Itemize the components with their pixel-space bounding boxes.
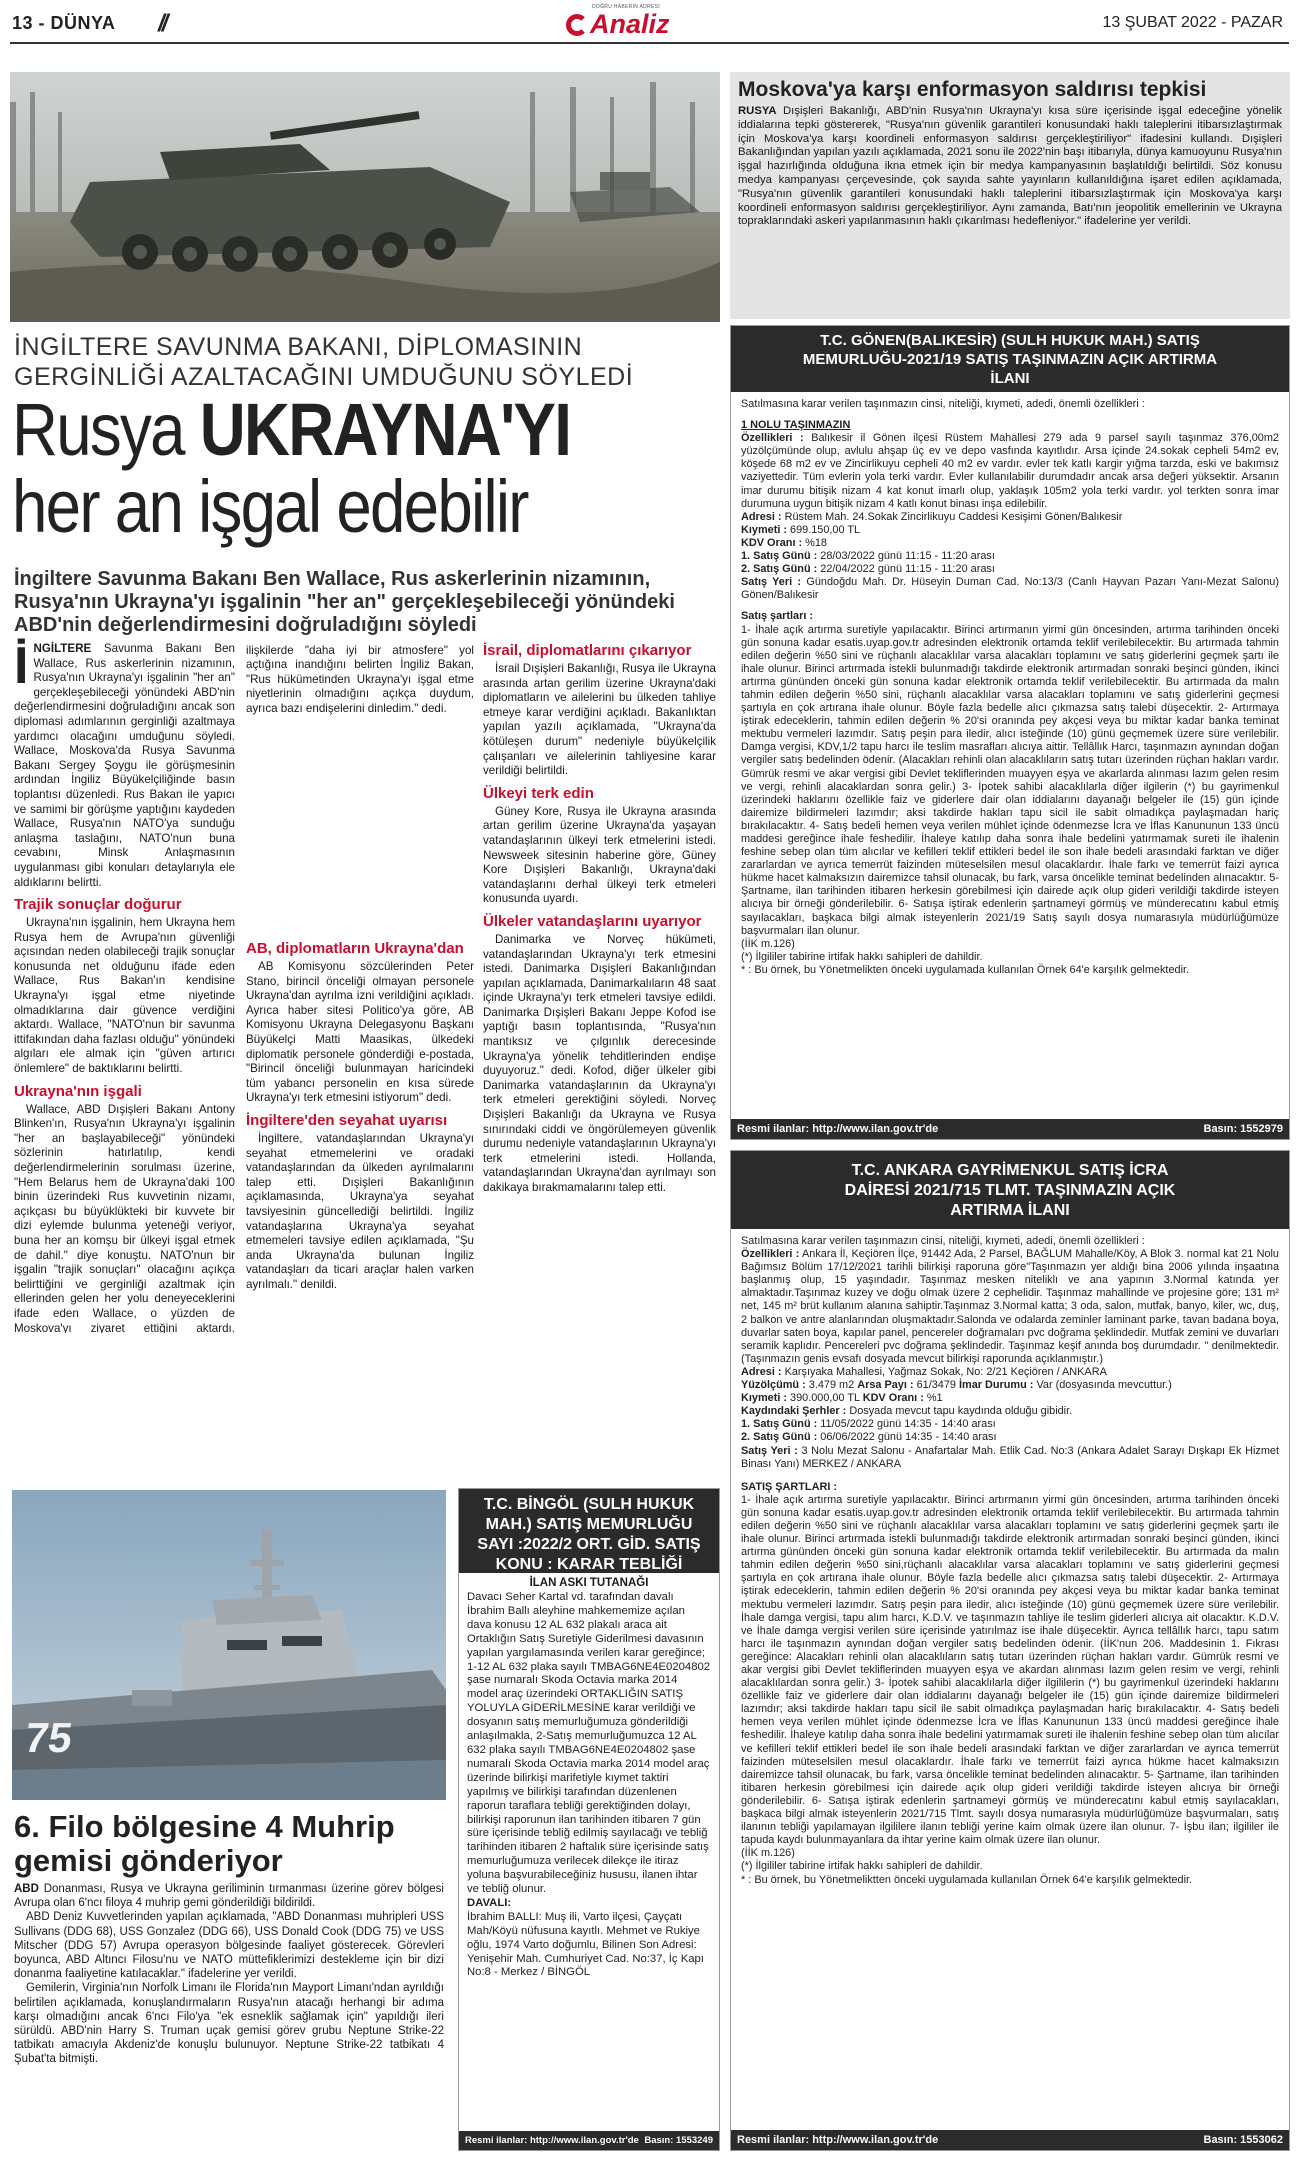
notice-link[interactable]: Resmi ilanlar: http://www.ilan.gov.tr'de [737, 1123, 939, 1135]
story-paragraph: Güney Kore, Rusya ile Ukrayna arasında artan gerilim üzerine Ukrayna'da yaşayan vatandaşlarının ülkeyi terk etmelerini istedi. Newsweek sitesinin haberine göre, Güney Kore Dışişleri Bakanlığı, Ukrayna'daki vatandaşlarını derhal ülkeyi terk etmeleri konusunda uyardı. [483, 804, 716, 906]
sidebar-story-title: Moskova'ya karşı enformasyon saldırısı tepkisi [738, 78, 1207, 101]
subhead-trajik: Trajik sonuçlar doğurur [14, 896, 182, 914]
field-label: Kıymeti : [741, 523, 787, 536]
logo-swirl-icon [566, 14, 588, 36]
notice-ankara-kiymet: 390.000,00 TL [790, 1392, 860, 1405]
subhead-israil: İsrail, diplomatlarını çıkarıyor [483, 642, 692, 659]
navy-story-lead: ABD [14, 1883, 39, 1895]
notice-press-number: Basın: 1552979 [1203, 1123, 1283, 1135]
destroyer-illustration [12, 1490, 446, 1800]
notice-gonen-footer [731, 1119, 1289, 1139]
subhead-ab: AB, diplomatların Ukrayna'dan [246, 940, 464, 957]
notice-press-number: Basın: 1553062 [1203, 2134, 1283, 2146]
notice-ankara-imar: Var (dosyasında mevcuttur.) [1036, 1379, 1172, 1392]
notice-ankara-ozellik: Ankara İl, Keçiören İlçe, 91442 Ada, 2 Parsel, BAĞLUM Mahalle/Köy, A Blok 3. normal kat 21 Nolu Bağımsız Bölüm 17/12/2021 tarihli bilirkişi raporuna göre"Taşınmazın yer aldığı bina 2006 yılında inşaatına başlanmış olup, 15 yaşındadır. Taşınmaz mesken niteliklı ve ana yapının 3.Normal katında yer almaktadır.Taşınmaz kuzey ve doğu olmak üzere 2 cephelidir. Taşınmaz mahallinde ve projesine göre; 131 m² net, 145 m² brüt kullanım alanına sahiptir.Taşınmaz 3.Normal katta; 3 oda, salon, mutfak, banyo, kiler, wc, duş, 2 balkon ve antre alanlarından oluşmaktadır.Salonda ve odalarda zeminler laminant parke, tavan badana boya, duvarlar saten boya, kapılar panel, pencereler doğramaları pvc doğrama şeklindedir. Mutfak zemini ve duvarları seramik kaplıdır. Pencereleri pvc doğrama şeklindedir. Taşınmaz keşif anında boş durumdadır. " denilmektedir. (Taşınmazın genis evsafı dosyada mevcut bilirkişi raporunda açıklanmıştır.) [741, 1248, 1279, 1365]
field-label: Özellikleri : [741, 1248, 800, 1261]
notice-bingol-body: Davacı Seher Kartal vd. tarafından davalı İbrahim Ballı aleyhine mahkememize açılan dava konusu 12 AL 632 plakalı araca ait Ortaklığın Satış Suretiyle Giderilmesi davasının yapılan yargılamasında verilen karar gereğince; 1-12 AL 632 plaka sayılı TMBAG6NE4E0204802 şase numaralı Skoda Octavia marka 2014 model araç üzerindeki ORTAKLIĞIN SATIŞ YOLUYLA GİDERİLMESİNE karar verildiği ve dosyanın satış memurluğumuza gönderildiği anlaşılmakla, 2-Satış memurluğumuzca 12 AL 632 plaka sayılı TMBAG6NE4E0204802 şase numaralı Skoda Octavia marka 2014 model araç üzerinde bilirkişi marifetiyle kıymet taktiri yapılmış ve bilirkişi tarafından düzenlenen raporun taraflara tebliği gerektiğinden dolayı, bilirkişi raporunun ilan tarihinden itibaren 7 gün süre içerisinde tebliğ edilmiş sayılacağı ve tebliğ tarihinden itibaren 2 haftalık süre içerisinde satış memurluğumuza verilecek dilekçe ile itiraz yoluna başvurabileceğiniz hususu, ilanen ihtar ve tebliğ olunur. [467, 1591, 711, 1896]
notice-ankara-kdv: %1 [926, 1392, 943, 1405]
notice-bingol-davali-label: DAVALI: [467, 1896, 512, 1909]
story-paragraph: Danimarka ve Norveç hükümeti, vatandaşlarından Ukrayna'yı terk etmesini istedi. Danimarka Dışişleri Bakanlığından yapılan açıklamada, Danimarkalıların 48 saat içinde Ukrayna'yı terk etmeleri tavsiye edildi. Danimarka Dışişleri Bakanı Jeppe Kofod ise yaptığı basın toplantısında, "Rusya'nın mantıksız ve çılgınlık derecesinde Ukrayna'ya yönelik tehditlerinden endişe duyuyoruz." dedi. Kofod, diğer ülkeler gibi Danimarka vatandaşlarının da Ukrayna'yı terk etmeleri gerektiğini söyledi. Norveç Dışişleri Bakanlığı da Ukrayna ve Rusya sınırındaki ciddi ve öngörülemeyen güvenlik durumu nedeniyle vatandaşlarının Ukrayna'yı terk etmelerini istedi. Hollanda, vatandaşlarından Ukrayna'dan ayrılmayı son dakikaya bırakmamalarını talep etti. [483, 932, 716, 1194]
notice-ankara-gun2: 06/06/2022 günü 14:35 - 14:40 arası [820, 1431, 997, 1444]
main-story-kicker: İNGİLTERE SAVUNMA BAKANI, DİPLOMASININ GERGİNLİĞİ AZALTACAĞINI UMDUĞUNU SÖYLEDİ [14, 333, 634, 391]
field-label: Adresi : [741, 510, 782, 523]
field-label: Özellikleri : [741, 432, 804, 445]
story-paragraph: ABD Deniz Kuvvetlerinden yapılan açıklamada, "ABD Donanması muhripleri USS Sullivans (DDG 68), USS Gonzalez (DDG 66), USS Donald Cook (DDG 75) ve USS Mitscher (DDG 57) Avrupa operasyon bölgesinde faaliyet gösterecek. Görevleri boyunca, ABD Altıncı Filosu'nu ve NATO müttefiklerimizi destekleme için bir dizi donanma faaliyetine katılacaklar." ifadelerine yer verildi. [14, 1911, 444, 1981]
story-paragraph-continued: ilişkilerde "daha iyi bir atmosfere" yol açtığına inandığını belirten İngiliz Bakan, "Rus hükümetinden Ukrayna'yı işgal etme niyetlerinin olmadığını açıkça duydum, ayrıca bazı endişelerini dinledim." dedi. [246, 643, 474, 715]
notice-ankara-note-2: * : Bu örnek, bu Yönetmeliktten önceki uygulamada kullanılan Örnek 64'e karşılık gelmektedir. [741, 1873, 1193, 1886]
story-paragraph: İngiltere, vatandaşlarından Ukrayna'yı seyahat etmemelerini ve oradaki vatandaşlarından da ülkeden ayrılmalarını talep etti. Dışişleri Bakanlığının açıklamasında, Ukrayna'ya seyahat tavsiyesinin güncellediği belirtildi. İngiliz vatandaşlarına Ukrayna'ya seyahat etmemeleri tavsiye edilen açıklamada, "Şu anda Ukrayna'da bulunan İngiliz vatandaşları da ticari araçlar halen varken ayrılmalı." denildi. [246, 1131, 474, 1291]
notice-bingol-title: T.C. BİNGÖL (SULH HUKUK MAH.) SATIŞ MEMURLUĞU SAYI :2022/2 ORT. GİD. SATIŞ KONU : KARAR TEBLİĞİ [459, 1489, 719, 1573]
page-section-label: 13 - DÜNYA [12, 13, 116, 33]
notice-ankara-gun1: 11/05/2022 günü 14:35 - 14:40 arası [820, 1418, 996, 1431]
notice-ankara-iik: (İİK m.126) [741, 1847, 795, 1860]
notice-bingol [458, 1488, 720, 2151]
notice-gonen-sartlar-label: Satış şartları : [741, 610, 814, 623]
notice-gonen-kdv: %18 [805, 536, 827, 549]
main-headline-line-2: her an işgal edebilir [12, 465, 528, 548]
main-headline [12, 388, 623, 471]
field-label: Kaydındaki Şerhler : [741, 1405, 847, 1418]
story-paragraph: Donanması, Rusya ve Ukrayna geriliminin tırmanması üzerine görev bölgesi Avrupa olan 6'ncı filoya 4 muhrip gemi gönderildiği bildirildi. [14, 1883, 444, 1910]
notice-ankara-arsa: 61/3479 [916, 1379, 956, 1392]
logo [562, 4, 742, 40]
story-paragraph: Ukrayna'nın işgalinin, hem Ukrayna hem Rusya hem de Avrupa'nın güvenliği açısından neden olabileceği trajik sonuçlar konusunda net olduğunu ifade eden Wallace, Rus Bakan'ın kendisine Ukrayna'yı işgal etme niyetinde olmadıklarına dair güvence verdiğini aktardı. Wallace, "NATO'nun bir savunma ittifakından daha fazlası olduğu" yönündeki algıları ele almak için "güven artırıcı önlemlere" de baktıklarını belirtti. [14, 916, 235, 1076]
field-label: 1. Satış Günü : [741, 550, 818, 563]
sidebar-story-body: Dışişleri Bakanlığı, ABD'nin Rusya'nın Ukrayna'yı kısa süre içerisinde işgal edeceğine yönelik iddialarına tepki göstererek, "Rusya'nın güvenlik garantileri konusundaki haklı taleplerini itibarsızlaştırmak için Moskova'ya karşı koordineli enformasyon saldırısı gerçekleştiriliyor" ifadesini kullandı. Dışişleri Bakanlığından yapılan yazılı açıklamada, 2021 sonu ile 2022'nin başı itibarıyla, dünya kamuoyunu Rusya'nın işgal hazırlığında olduğuna ikna etmek için bir medya kampanyasının başlatıldığı belirtildi. Söz konusu medya kampanyası çerçevesinde, çok sayıda sahte yayınların kullanıldığına işaret edilen açıklamada, "Rusya'nın güvenlik garantileri konusundaki haklı taleplerini itibarsızlaştırmak için Moskova'ya karşı koordineli enformasyon saldırısı gerçekleştiriliyor. Aynı zamanda, Batı'nın jeopolitik emellerinin ve Ukrayna topraklarındaki askeri yapılanmasının haklı çıkarılması hedefleniyor." ifadelerine yer verildi. [738, 105, 1282, 228]
sidebar-story-lead: RUSYA [738, 105, 777, 117]
story-paragraph: Wallace, ABD Dışişleri Bakanı Antony Blinken'ın, Rusya'nın Ukrayna'yı işgalinin "her an başlayabileceği" yönündeki sözlerinin hatırlatılıp, kendi değerlendirmelerinin sorulması üzerine, "Hem Belarus hem de Ukrayna'daki 100 binin üzerindeki Rus kuvvetinin nizamı, açıkçası bu büyüklükteki bir kuvvete bir dizi eylemde bulunma yeteneği veriyor, buna her an komşu bir ülkeyi işgal etmek de dahil." diye konuştu. NATO'nun bir işgalin "trajik sonuçları" olacağını açıkça belirttiğini ve gerginliği azaltmak için ellerinden gelen her yolu deneyeceklerini ifade eden Wallace, o yüzden de Moskova'yı ziyaret ettiğini aktardı. [14, 1102, 235, 1333]
field-label: 1. Satış Günü : [741, 1418, 818, 1431]
headline-part-2: UKRAYNA'YI [199, 388, 571, 471]
logo-tagline: DOĞRU HABERİN ADRESİ [592, 4, 660, 10]
notice-ankara-intro: Satılmasına karar verilen taşınmazın cinsi, niteliği, kıymeti, adedi, önemli özellikleri : [741, 1235, 1145, 1247]
notice-press-number: Basın: 1553249 [644, 2135, 713, 2146]
tank-photo [10, 72, 720, 322]
notice-gonen-yer: Gündoğdu Mah. Dr. Hüseyin Duman Cad. No:13/3 (Canlı Hayvan Pazarı Yanı-Mezat Salonu) Gönen/Balıkesir [741, 576, 1279, 602]
field-label: KDV Oranı : [862, 1392, 924, 1405]
hull-number: 75 [21, 1714, 76, 1761]
drop-cap: İ [14, 637, 29, 695]
subhead-isgal: Ukrayna'nın işgali [14, 1082, 142, 1100]
notice-gonen-adres: Rüstem Mah. 24.Sokak Zincirlikuyu Caddesi Kesişimi Gönen/Balıkesir [784, 510, 1123, 523]
story-paragraph: Gemilerin, Virginia'nın Norfolk Limanı ile Florida'nın Mayport Limanı'ndan ayrıldığı belirtilen açıklamada, konuşlandırmaların Rusya'nın atacağı herhangi bir adıma karşı olmadığını ancak 6'ncı Filo'ya "ek esneklik sağlamak için" yapıldığı ileri sürüldü. ABD'nin Harry S. Truman uçak gemisi görev grubu Neptune Strike-22 tatbikatı amacıyla Akdeniz'de konuşlu bulunuyor. Neptune Strike-22 tatbikatı 4 Şubat'ta bitmişti. [14, 1982, 444, 2066]
field-label: 2. Satış Günü : [741, 563, 818, 576]
notice-ankara-yer: 3 Nolu Mezat Salonu - Anafartalar Mah. Etlik Cad. No:3 (Ankara Adalet Sarayı Dışkapı Ek Hizmet Binası Yanı) MERKEZ / ANKARA [741, 1444, 1279, 1470]
field-label: İmar Durumu : [958, 1379, 1034, 1392]
notice-ankara-adres: Karşıyaka Mahallesi, Yağmaz Sokak, No: 2/21 Keçiören / ANKARA [784, 1365, 1107, 1378]
field-label: KDV Oranı : [741, 536, 803, 549]
notice-gonen-sartlar: 1- İhale açık artırma suretiyle yapılacaktır. Birinci artırmanın yirmi gün öncesinden, artırma tarihinden önceki gün sonuna kadar esatis.uyap.gov.tr adresinden elektronik ortamda teklif verilebilecektir. Bu artırmada tahmin edilen değerin %50 sini ve rüçhanlı alacaklılar varsa alacakları toplamını ve satış giderlerini geçmek şartı ile ihale olunur. Birinci artırmada istekli bulunmadığı takdirde elektronik artırmadan sonraki beşinci günden, ikinci artırma gününden önceki gün sonuna kadar elektronik ortamda teklif verilebilecektir. Bu artırmada da malın tahmin edilen değerin %50 sini, rüçhanlı alacaklılar varsa alacakları toplamını ve satış giderlerini geçmesi şartıyla en çok artırana ihale olunur. Böyle fazla bedelle alıcı çıkmazsa satış talebi düşecektir. 2- Artırmaya iştirak edeceklerin, tahmin edilen değerin % 20'si oranında pey akçesi veya bu miktar kadar banka teminat mektubu vermeleri lazımdır. Satış peşin para iledir, alıcı isteğinde (10) günü geçmemek üzere süre verilebilir. Damga vergisi, KDV,1/2 tapu harcı ile teslim masrafları alıcıya aittir. Tellâllık Harcı, taşınmazın aynından doğan vergiler satış bedelinden ödenir. (Alacakları rehinli olan alacaklıların satış tutarı üzerinden rüçhan hakları vardır. Gümrük resmi ve akar vergisi gibi Devlet tekliflerinden muayyen eşya ve akarlarda alınması lazım gelen resim ve vergi, rehinli alacaklardan sonra gelir.) 3- İpotek sahibi alacaklılarla diğer ilgilerin (*) bu gayrimenkul üzerindeki haklarını özellikle faiz ve giderlere dair olan iddialarını dayanağı belgeler ile (15) gün içinde dairemize bildirmeleri lazımdır; aksi takdirde hakları tapu sicil ile sabit olmadıkça paylaşmadan hariç bırakılacaktır. 4- Satış bedeli hemen veya verilen mühlet içinde ödenmezse İcra ve İflas Kanununun 133 üncü maddesi gereğince ihale feshedilir. İhaleye katılıp daha sonra ihale bedelini yatırmamak sureti ile ihalenin feshine sebep olan tüm alıcılar ve kefilleri teklif ettikleri bedel ile son ihale bedeli arasındaki farktan ve diğer zararlardan ve ayrıca temerrüt faizinden müteselsilen mesul olacaklardır. İhale farkı ve temerrüt faizi ayrıca hükme hacet kalmaksızın dairemizce tahsil olunacak, bu fark, varsa öncelikle teminat bedelinden alınacaktır. 5- Şartname, ilan tarihinden itibaren herkesin görebilmesi için dairede açık olup gideri verildiği takdirde isteyen alıcıya bir örneği gönderilebilir. 6- Satışa iştirak edenlerin şartnameyi görmüş ve münderecatını kabul etmiş sayılacakları, başkaca bilgi almak isteyenlerin 2021/19 Satış sayılı dosya numarasıyla müdürlüğümüze başvurmaları ilan olunur. [741, 623, 1279, 937]
notice-gonen-intro: Satılmasına karar verilen taşınmazın cinsi, niteliği, kıymeti, adedi, önemli özellikleri : [741, 398, 1145, 410]
notice-gonen-kiymet: 699.150,00 TL [790, 523, 861, 536]
notice-ankara [730, 1150, 1290, 2151]
notice-ankara-note-1: (*) İlgililer tabirine irtifak hakkı sahipleri de dahildir. [741, 1860, 983, 1873]
main-story-column-1 [14, 637, 235, 1333]
notice-gonen-title: T.C. GÖNEN(BALIKESİR) (SULH HUKUK MAH.) SATIŞ MEMURLUĞU-2021/19 SATIŞ TAŞINMAZIN AÇIK ARTIRMA İLANI [731, 326, 1289, 392]
issue-date: 13 ŞUBAT 2022 - PAZAR [1102, 14, 1283, 31]
main-story-column-3 [483, 642, 716, 1196]
story-paragraph: İsrail Dışişleri Bakanlığı, Rusya ile Ukrayna arasında artan gerilim üzerine Ukrayna'daki diplomatların ve ailelerini bu ülkeden tahliye etmeye karar verdiğini açıkladı. Bakanlıktan yapılan yazılı açıklamada, "Ukrayna'da kötüleşen durum" nedeniyle büyükelçilik çalışanları ve ailelerinin tahliyesine karar verildiği belirtildi. [483, 662, 717, 778]
notice-link[interactable]: Resmi ilanlar: http://www.ilan.gov.tr'de [737, 2134, 939, 2146]
story-paragraph: AB Komisyonu sözcülerinden Peter Stano, birincil önceliği olmayan personele Ukrayna'dan ayrılma izni verildiğini açıkladı. Ayrıca haber sitesi Politico'ya göre, AB Komisyonu Ukrayna Delegasyonu Başkanı Büyükelçi Matti Maasikas, ülkedeki diplomatik personele gönderdiği e-postada, "Birincil önceliği bulunmayan haricindeki tüm yabancı personelin en kısa sürede Ukrayna'yı terk etmesini istiyorum" dedi. [246, 960, 474, 1105]
notice-gonen-gun1: 28/03/2022 günü 11:15 - 11:20 arası [820, 550, 995, 563]
field-label: Yüzölçümü : [741, 1379, 806, 1392]
header-rule [10, 42, 1289, 44]
lead-word: NGİLTERE [33, 642, 92, 655]
notice-bingol-subhead: İLAN ASKI TUTANAĞI [529, 1577, 649, 1589]
notice-gonen-note-2: * : Bu örnek, bu Yönetmelikten önceki uygulamada kullanılan Örnek 64'e karşılık gelmektedir. [741, 963, 1190, 976]
story-paragraph: Savunma Bakanı Ben Wallace, Rus askerlerinin nizamının, Rusya'nın Ukrayna'yı işgalinin "her an" gerçekleşebileceği yönündeki ABD'nin değerlendirmesini doğruladığını ancak son diplomasi adımlarının gerginliği azaltmaya yardımcı olacağını umduğunu söyledi. Wallace, Moskova'da Rusya Savunma Bakanı Sergey Şoygu ile görüşmesinin ardından İngiliz Büyükelçiliğinde basın toplantısı düzenledi. Rus Bakan ile yapıcı ve samimi bir görüşme yaptığını kaydeden Wallace, Rusya'nın NATO'ya sunduğu anlaşma taslağını, NATO'nun buna cevabını, Minsk Anlaşmasının uygulanması gibi konuları detaylarıyla ele aldıklarını belirtti. [14, 642, 235, 889]
notice-ankara-sartlar-label: SATIŞ ŞARTLARI : [741, 1480, 837, 1493]
notice-link[interactable]: Resmi ilanlar: http://www.ilan.gov.tr'de [465, 2135, 639, 2146]
notice-gonen-ozellik: Balıkesir il Gönen ilçesi Rüstem Mahallesi 279 ada 9 parsel sayılı taşınmaz 376,00m2 yüzölçümünde olup, avlulu ahşap üç ev ve depo vasfında kayıtlıdır. Arsa içinde 24.sokak cepheli 54m2 ev, köşede 68 m2 ev ve Zincirlikuyu cepheli 40 m2 ev vardır. evler tek katlı kargir yığma tarzda, eski ve bakımsız vaziyettedir. Tüm evlerin yola terki vardır. Evler kullanılabilir durumdadır ancak arsa değeri yüksektir. Arsanın imar durumu bitişik nizam 4 kat konut imarlı olup, yaklaşık 105m2 yola terki vardır. yol terkten sonra imar durumuna uygun bitişik nizam 4 katlı konut binası inşa edilebilir. [741, 432, 1279, 510]
section-slash-icon: // [158, 10, 166, 37]
notice-ankara-footer [731, 2130, 1289, 2150]
page-header [0, 0, 1299, 44]
notice-bingol-footer [459, 2131, 719, 2150]
sidebar-story-box [730, 72, 1290, 319]
logo-text: Analiz [590, 9, 670, 39]
main-story-column-2 [246, 642, 474, 1292]
navy-story-body [14, 1882, 444, 2067]
navy-story-headline: 6. Filo bölgesine 4 Muhrip gemisi gönderiyor [14, 1809, 395, 1878]
notice-ankara-yuz: 3.479 m2 [808, 1379, 855, 1392]
notice-gonen-item: 1 NOLU TAŞINMAZIN [741, 419, 851, 432]
field-label: 2. Satış Günü : [741, 1431, 818, 1444]
tank-photo-illustration [10, 72, 720, 322]
field-label: Adresi : [741, 1365, 782, 1378]
notice-ankara-kay: Dosyada mevcut tapu kaydında olduğu gibidir. [849, 1405, 1073, 1418]
field-label: Satış Yeri : [741, 1444, 798, 1457]
destroyer-photo [12, 1490, 446, 1800]
subhead-ingiltere: İngiltere'den seyahat uyarısı [246, 1111, 448, 1129]
field-label: Satış Yeri : [741, 576, 802, 589]
field-label: Kıymeti : [741, 1392, 787, 1405]
notice-gonen-note-1: (*) İlgililer tabirine irtifak hakkı sahipleri de dahildir. [741, 950, 983, 963]
notice-gonen [730, 325, 1290, 1140]
field-label: Arsa Payı : [857, 1379, 914, 1392]
notice-gonen-iik: (İİK m.126) [741, 937, 795, 950]
notice-bingol-davali: İbrahim BALLI: Muş ili, Varto ilçesi, Çayçatı Mah/Köyü nüfusuna kayıtlı. Mehmet ve Rukiye oğlu, 1974 Varto doğumlu, Bilinen Son Adresi: Yenişehir Mah. Cumhuriyet Cad. No:37, İç Kapı No:8 - Merkez / BİNGÖL [467, 1910, 704, 1979]
subhead-ulkeler: Ülkeler vatandaşlarını uyarıyor [483, 912, 702, 930]
notice-gonen-gun2: 22/04/2022 günü 11:15 - 11:20 arası [820, 563, 995, 576]
notice-ankara-title: T.C. ANKARA GAYRİMENKUL SATIŞ İCRA DAİRESİ 2021/715 TLMT. TAŞINMAZIN AÇIK ARTIRMA İLANI [731, 1151, 1289, 1229]
notice-ankara-sartlar: 1- İhale açık artırma suretiyle yapılacaktır. Birinci artırmanın yirmi gün öncesinden, artırma tarihinden önceki gün sonuna kadar esatis.uyap.gov.tr adresinden elektronik ortamda teklif verilebilecektir. Bu artırmada tahmin edilen değerin %50 sini ve rüçhanlı alacaklılar varsa alacakları toplamını ve satış giderlerini geçmek şartı ile ihale olunur. Birinci artırmada istekli bulunmadığı takdirde elektronik artırmadan sonraki beşinci günden, ikinci artırma gününden önceki gün sonuna kadar elektronik ortamda teklif verilebilecektir. Bu artırmada da malın tahmin edilen değerin %50 sini,rüçhanlı alacaklılar varsa alacakları toplamını ve satış giderlerini geçmesi şartıyla en çok artırana ihale olunur. Böyle fazla bedelle alıcı çıkmazsa satış talebi düşecektir. 2- Artırmaya iştirak edeceklerin, tahmin edilen değerin % 20'si oranında pey akçesi veya bu miktar kadar banka teminat mektubu vermeleri lazımdır. Satış peşin para iledir, alıcı isteğinde (10) günü geçmemek üzere süre verilebilir. İhale damga vergisi, tapu alım harcı, K.D.V. ve taşınmazın tahliye ile teslim giderleri alıcıya ait olacaktır. K.D.V. ve İhale damga vergisi verilen süre içerisinde yatırılmaz ise ihale düşecektir. Ayrıca tellâllık harcı, tapu satım harcı ile taşınmazın aynından doğan vergiler satış bedelinden ödenir. (İİK'nun 206. Maddesinin 1. Fıkrası gereğince: Alacakları rehinli olan alacaklıların satış tutarı üzerinden rüçhan hakları vardır. Gümrük resmi ve akar vergisi gibi Devlet tekliflerinden muayyen eşya ve akardan alınması lazım gelen resim ve vergi, rehinli alacaklılardan sonra gelir.) 3- İpotek sahibi alacaklılarla diğer ilgililerin (*) bu gayrimenkul üzerindeki haklarını özellikle faiz ve giderlere dair olan iddialarını dayanağı belgeler ile (15) gün içinde dairemize bildirmeleri lazımdır; aksi takdirde hakları tapu sicil ile sabit olmadıkça paylaşmadan hariç bırakılacaktır. 4- Satış bedeli hemen veya verilen mühlet içinde ödenmezse İcra ve İflas Kanununun 133 üncü maddesi gereğince ihale feshedilir. İhaleye katılıp daha sonra ihale bedelini yatırmamak sureti ile ihalenin feshine sebep olan tüm alıcılar ve kefilleri teklif ettikleri bedel ile son ihale bedeli arasındaki farktan ve diğer zararlardan ve ayrıca temerrüt faizinden müteselsilen mesul olacaklardır. İhale farkı ve temerrüt faizi ayrıca hükme hacet kalmaksızın dairemizce tahsil olunacak, bu fark, varsa öncelikle teminat bedelinden alınacaktır. 5- Şartname, ilan tarihinden itibaren herkesin görebilmesi için dairede açık olup gideri verildiği takdirde isteyen alıcıya bir örneği gönderilebilir. 6- Satışa iştirak edenlerin şartnameyi görmüş ve münderecatını kabul etmiş sayılacakları, başkaca bilgi almak isteyenlerin 2021/715 Tlmt. sayılı dosya numarasıyla müdürlüğümüze başvurmaları, satış ilanının tebliği yapılamayan ilgililere ilanın tebliği yerine kaim olmak üzere ilan olunur. 7- İşbu ilan; ilgililer ile tapuda kaydı bulunmayanlara da ihtar yerine kaim olmak üzere ilan olunur. [741, 1493, 1279, 1847]
main-story-deck: İngiltere Savunma Bakanı Ben Wallace, Rus askerlerinin nizamının, Rusya'nın Ukrayna'yı işgalinin "her an" gerçekleşebileceği yönündeki ABD'nin değerlendirmesini doğruladığını söyledi [14, 568, 675, 636]
subhead-ulkeyi: Ülkeyi terk edin [483, 784, 594, 802]
headline-part-1: Rusya [12, 388, 184, 471]
